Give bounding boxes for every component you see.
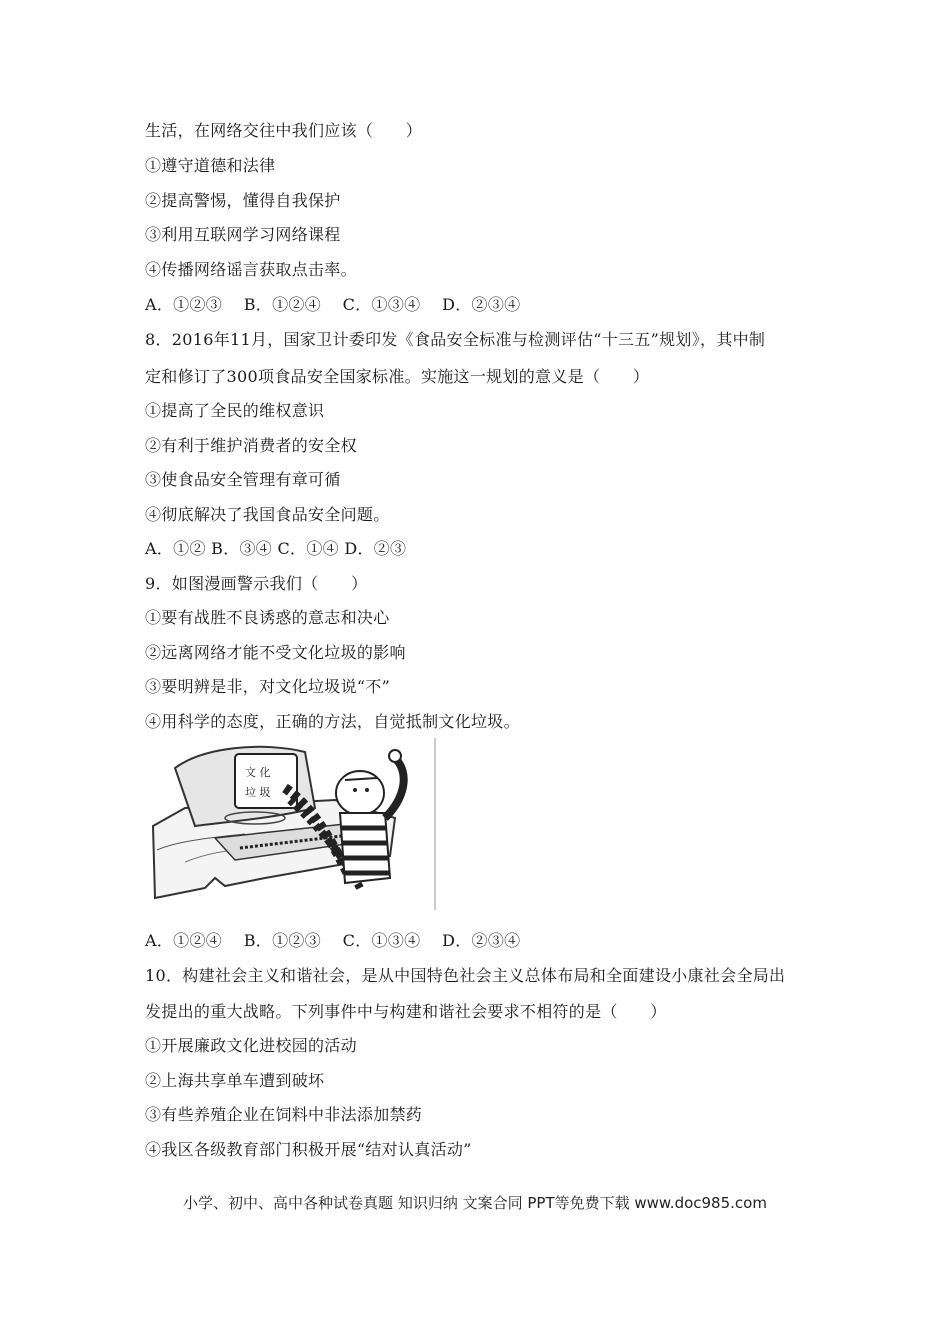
q9-option-2: ②远离网络才能不受文化垃圾的影响 bbox=[145, 643, 406, 662]
q10-option-1: ①开展廉政文化进校园的活动 bbox=[145, 1036, 357, 1055]
q8-answer-choices: A．①② B．③④ C．①④ D．②③ bbox=[145, 539, 407, 558]
q8-option-3: ③使食品安全管理有章可循 bbox=[145, 470, 341, 489]
q9-option-1: ①要有战胜不良诱惑的意志和决心 bbox=[145, 608, 390, 627]
svg-text:垃 圾: 垃 圾 bbox=[245, 786, 271, 799]
q8-option-2: ②有利于维护消费者的安全权 bbox=[145, 436, 357, 455]
q7-option-1: ①遵守道德和法律 bbox=[145, 156, 276, 175]
q7-option-4: ④传播网络谣言获取点击率。 bbox=[145, 260, 357, 279]
q7-answer-choices: A．①②③ B．①②④ C．①③④ D．②③④ bbox=[145, 295, 521, 314]
q7-stem-continued: 生活，在网络交往中我们应该（ ） bbox=[145, 121, 423, 140]
q8-stem-line-2: 定和修订了300项食品安全国家标准。实施这一规划的意义是（ ） bbox=[145, 367, 650, 386]
q9-option-3: ③要明辨是非，对文化垃圾说“不” bbox=[145, 677, 391, 696]
q8-option-1: ①提高了全民的维权意识 bbox=[145, 401, 325, 420]
q10-stem-line-1: 10．构建社会主义和谐社会，是从中国特色社会主义总体布局和全面建设小康社会全局出 bbox=[145, 966, 786, 985]
q10-option-2: ②上海共享单车遭到破坏 bbox=[145, 1071, 325, 1090]
page-footer: 小学、初中、高中各种试卷真题 知识归纳 文案合同 PPT等免费下载 www.doc985.com bbox=[183, 1194, 767, 1212]
q10-option-3: ③有些养殖企业在饲料中非法添加禁药 bbox=[145, 1105, 423, 1124]
q10-option-4: ④我区各级教育部门积极开展“结对认真活动” bbox=[145, 1140, 472, 1159]
q10-stem-line-2: 发提出的重大战略。下列事件中与构建和谐社会要求不相符的是（ ） bbox=[145, 1002, 667, 1021]
q8-option-4: ④彻底解决了我国食品安全问题。 bbox=[145, 505, 390, 524]
q8-stem-line-1: 8．2016年11月，国家卫计委印发《食品安全标准与检测评估“十三五”规划》，其中制 bbox=[145, 330, 766, 349]
q9-stem: 9．如图漫画警示我们（ ） bbox=[145, 574, 368, 593]
cartoon-illustration bbox=[145, 738, 440, 910]
svg-text:文 化: 文 化 bbox=[245, 766, 271, 779]
q9-option-4: ④用科学的态度，正确的方法，自觉抵制文化垃圾。 bbox=[145, 712, 520, 731]
q7-option-2: ②提高警惕，懂得自我保护 bbox=[145, 191, 341, 210]
q7-option-3: ③利用互联网学习网络课程 bbox=[145, 225, 341, 244]
q9-answer-choices: A．①②④ B．①②③ C．①③④ D．②③④ bbox=[145, 931, 521, 950]
